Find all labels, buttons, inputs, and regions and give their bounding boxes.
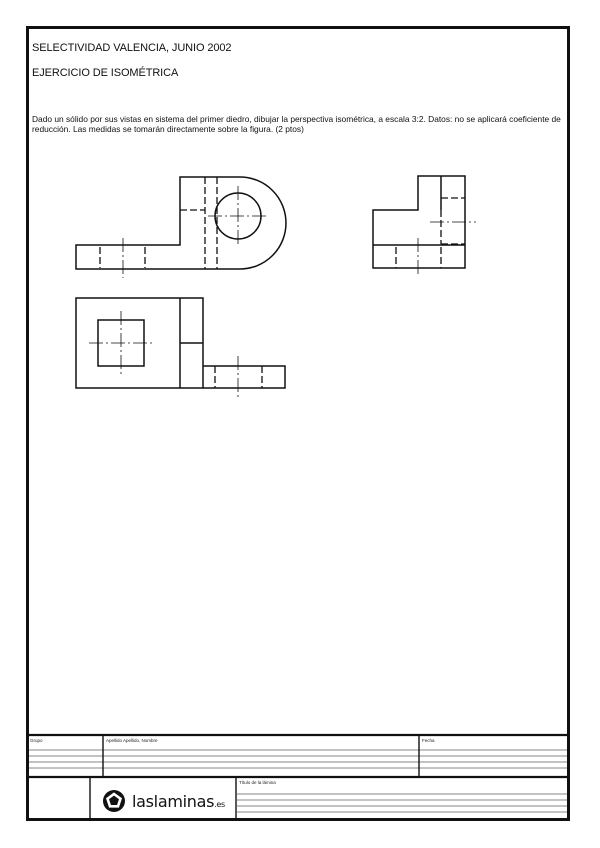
page-title: SELECTIVIDAD VALENCIA, JUNIO 2002: [32, 42, 232, 54]
side-view: [373, 176, 476, 276]
grupo-label: Grupo: [30, 738, 43, 743]
titulo-label: Título de la lámina: [239, 780, 276, 785]
top-view: [76, 298, 285, 397]
exercise-statement: Dado un sólido por sus vistas en sistema del primer diedro, dibujar la perspectiva isométrica, a escala 3:2. Datos: no se aplicará coeficiente de reducción. Las medidas se tomarán directamente sobre la figura. (2 ptos): [32, 114, 561, 134]
exercise-title: EJERCICIO DE ISOMÉTRICA: [32, 67, 179, 79]
nombre-label: Apellido Apellido, Nombre: [106, 738, 158, 743]
laslaminas-logo: [102, 786, 225, 816]
logo-text: [132, 792, 225, 811]
fecha-label: Fecha: [422, 738, 435, 743]
logo-name: laslaminas: [132, 791, 215, 811]
pentagon-logo-icon: [102, 789, 126, 813]
logo-suffix: .es: [214, 799, 225, 809]
front-view: [76, 177, 286, 278]
